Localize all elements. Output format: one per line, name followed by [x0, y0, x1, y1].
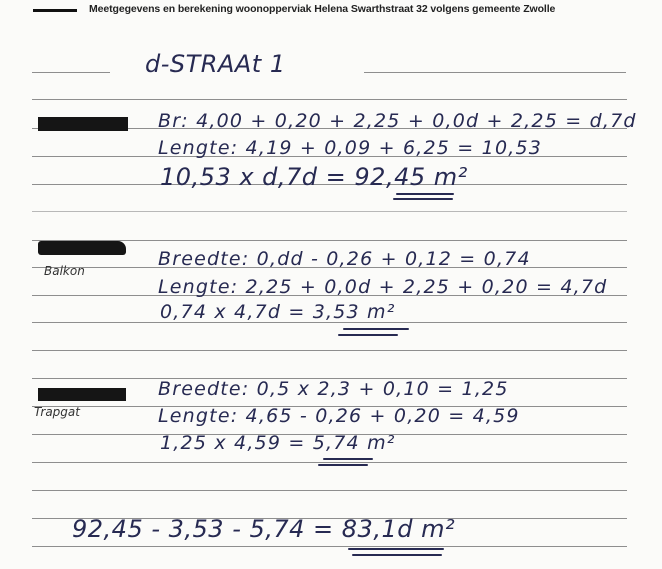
section1-length-line: Lengte: 4,19 + 0,09 + 6,25 = 10,53	[158, 137, 543, 159]
balkon-label: Balkon	[44, 264, 85, 278]
result-underline	[393, 198, 453, 200]
section3-width-line: Breedte: 0,5 x 2,3 + 0,10 = 1,25	[158, 378, 509, 400]
ruled-line	[32, 99, 627, 100]
result-underline	[338, 334, 398, 336]
ruled-line	[32, 211, 627, 212]
section2-width-line: Breedte: 0,dd - 0,26 + 0,12 = 0,74	[158, 248, 531, 270]
redaction-block	[38, 117, 128, 131]
section3-length-line: Lengte: 4,65 - 0,26 + 0,20 = 4,59	[158, 405, 520, 427]
total-underline	[352, 554, 442, 556]
total-area-line: 92,45 - 3,53 - 5,74 = 83,1d m²	[72, 515, 456, 543]
ruled-line	[32, 462, 627, 463]
redaction-block	[38, 388, 126, 401]
redaction-block	[38, 241, 126, 255]
result-underline	[343, 328, 409, 330]
ruled-line	[32, 350, 627, 351]
result-underline	[323, 458, 373, 460]
ruled-line	[364, 72, 626, 73]
result-underline	[396, 193, 454, 195]
result-underline	[318, 464, 368, 466]
ruled-line	[32, 490, 627, 491]
document-header: Meetgegevens en berekening woonopperviak Helena Swarthstraat 32 volgens gemeente Zwolle	[89, 3, 556, 15]
ruled-line	[32, 72, 110, 73]
section1-area-line: 10,53 x d,7d = 92,45 m²	[160, 163, 468, 191]
section3-area-line: 1,25 x 4,59 = 5,74 m²	[160, 432, 396, 454]
ruled-line	[32, 546, 627, 547]
section2-length-line: Lengte: 2,25 + 0,0d + 2,25 + 0,20 = 4,7d	[158, 276, 608, 298]
section2-area-line: 0,74 x 4,7d = 3,53 m²	[160, 301, 396, 323]
header-dash	[33, 9, 77, 12]
trapgat-label: Trapgat	[34, 405, 80, 419]
total-underline	[348, 548, 444, 550]
section-title: d-STRAAt 1	[145, 50, 286, 78]
section1-width-line: Br: 4,00 + 0,20 + 2,25 + 0,0d + 2,25 = d,7d	[158, 110, 637, 132]
